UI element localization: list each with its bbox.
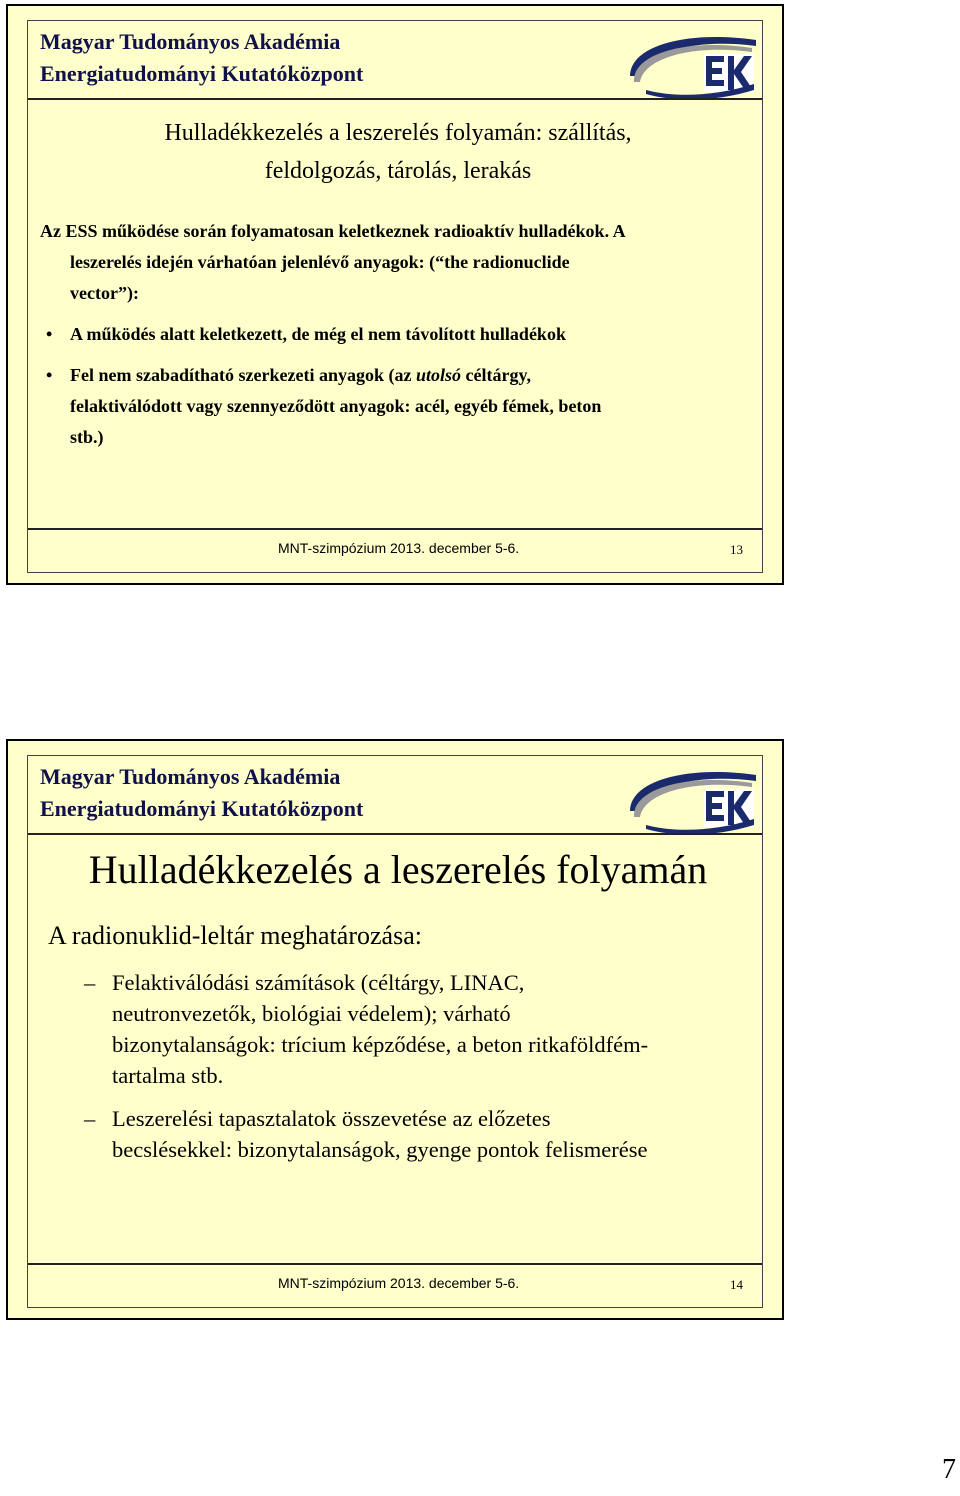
slide-title: Hulladékkezelés a leszerelés folyamán (88, 847, 708, 892)
bullet-text-line: stb.) (70, 427, 104, 447)
slide-footer: MNT-szimpózium 2013. december 5-6. (278, 540, 520, 556)
document-page-number: 7 (942, 1454, 956, 1485)
list-item-line: bizonytalanságok: trícium képződése, a beton ritkaföldfém- (112, 1032, 649, 1057)
org-line-1: Magyar Tudományos Akadémia (40, 764, 341, 789)
ek-logo-icon (626, 759, 760, 837)
organization-header (40, 761, 363, 825)
organization-header (40, 26, 363, 90)
intro-line-3: vector”): (70, 283, 139, 303)
ek-logo-icon (626, 24, 760, 102)
list-item (84, 967, 744, 1091)
org-line-2: Energiatudományi Kutatóközpont (40, 61, 364, 86)
dash-list (84, 967, 744, 1177)
slide-13 (6, 4, 784, 585)
header-divider (28, 833, 762, 835)
org-line-2: Energiatudományi Kutatóközpont (40, 796, 364, 821)
bullet-item (40, 360, 760, 453)
bullet-text: A működés alatt keletkezett, de még el nem távolított hulladékok (70, 324, 566, 344)
slide-footer: MNT-szimpózium 2013. december 5-6. (278, 1275, 520, 1291)
list-item (84, 1103, 744, 1165)
slide-title (48, 114, 748, 190)
footer-divider (28, 528, 762, 530)
org-line-1: Magyar Tudományos Akadémia (40, 29, 341, 54)
intro-line-2: leszerelés idején várhatóan jelenlévő anyagok: (“the radionuclide (70, 252, 570, 272)
bullet-icon: • (46, 324, 53, 344)
list-item-line: Felaktiválódási számítások (céltárgy, LINAC, (112, 970, 525, 995)
bullet-text (70, 360, 760, 391)
slide-subtitle: A radionuklid-leltár meghatározása: (48, 921, 422, 950)
bullet-text-italic: utolsó (415, 365, 461, 385)
title-line-2: feldolgozás, tárolás, lerakás (264, 158, 532, 184)
list-item-line: becslésekkel: bizonytalanságok, gyenge pontok felismerése (112, 1137, 648, 1162)
intro-line-1: Az ESS működése során folyamatosan keletkeznek radioaktív hulladékok. A (40, 221, 626, 241)
footer-divider (28, 1263, 762, 1265)
slide-number: 13 (730, 542, 743, 557)
bullet-text-line: felaktiválódott vagy szennyeződött anyagok: acél, egyéb fémek, beton (70, 396, 602, 416)
list-item-line: Leszerelési tapasztalatok összevetése az előzetes (112, 1106, 551, 1131)
list-item-line: neutronvezetők, biológiai védelem); várható (112, 1001, 511, 1026)
slide-body (40, 216, 760, 453)
bullet-item (40, 319, 760, 350)
slide-14 (6, 739, 784, 1320)
list-item-line: tartalma stb. (112, 1063, 224, 1088)
dash-icon: – (84, 1106, 96, 1131)
title-line-1: Hulladékkezelés a leszerelés folyamán: szállítás, (164, 120, 632, 146)
slide-number: 14 (730, 1277, 743, 1292)
header-divider (28, 98, 762, 100)
bullet-text-part: céltárgy, (460, 365, 531, 385)
bullet-text-part: Fel nem szabadítható szerkezeti anyagok (az (70, 365, 416, 385)
dash-icon: – (84, 970, 96, 995)
bullet-icon: • (46, 365, 53, 385)
